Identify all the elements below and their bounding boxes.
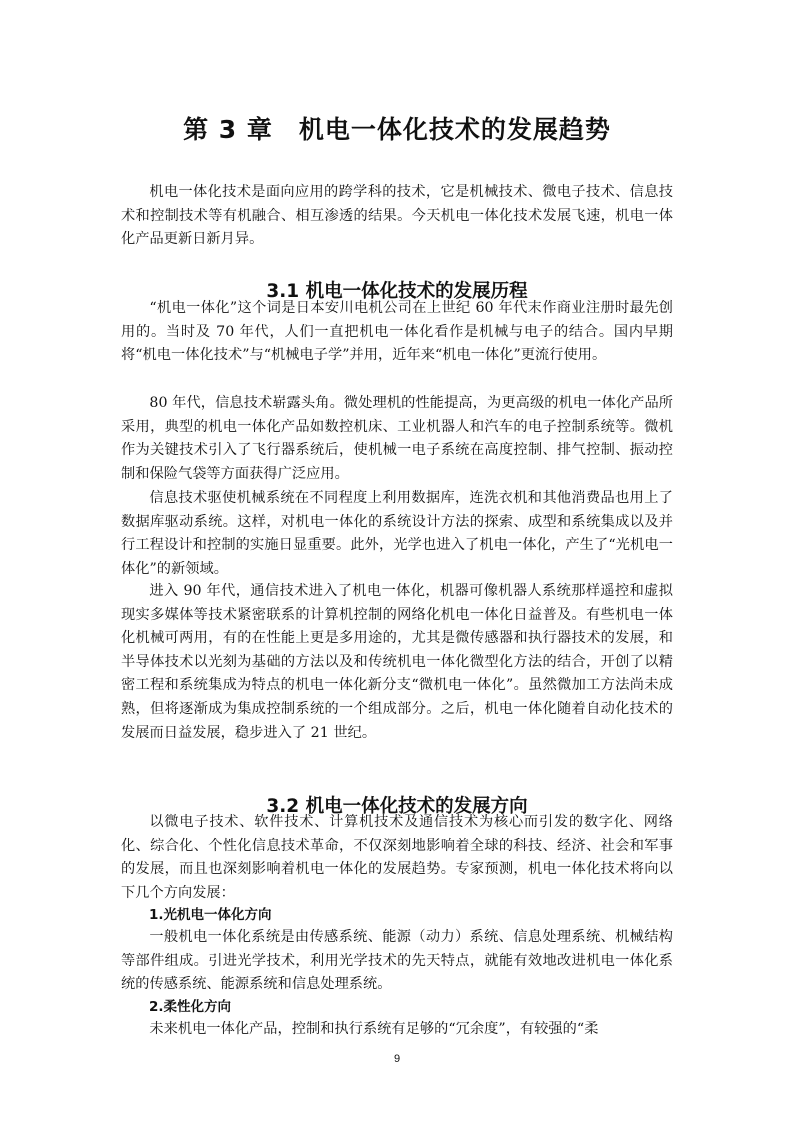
section1-paragraph-2: 80 年代，信息技术崭露头角。微处理机的性能提高，为更高级的机电一体化产品所采用，典型的机电一体化产品如数控机床、工业机器人和汽车的电子控制系统等。微机作为关键技术引入了飞行器系统后，使机械一电子系统在高度控制、排气控制、振动控制和保险气袋等方面获得广泛应用。 xyxy=(121,395,673,482)
subsection-text-flexible: 未来机电一体化产品，控制和执行系统有足够的“冗余度”，有较强的“柔 xyxy=(149,1021,599,1037)
subsection-text-optical: 一般机电一体化系统是由传感系统、能源（动力）系统、信息处理系统、机械结构等部件组成。引进光学技术，利用光学技术的先天特点，就能有效地改进机电一体化系统的传感系统、能源系统和信息处理系统。 xyxy=(121,929,673,993)
subsection-heading-optical: 1.光机电一体化方向 xyxy=(149,907,272,923)
intro-paragraph: 机电一体化技术是面向应用的跨学科的技术，它是机械技术、微电子技术、信息技术和控制技术等有机融合、相互渗透的结果。今天机电一体化技术发展飞速，机电一体化产品更新日新月异。 xyxy=(121,184,673,248)
section-title-3-1: 3.1 机电一体化技术的发展历程 xyxy=(266,281,528,302)
section1-paragraph-4: 进入 90 年代，通信技术进入了机电一体化，机器可像机器人系统那样遥控和虚拟现实多媒体等技术紧密联系的计算机控制的网络化机电一体化日益普及。有些机电一体化机械可两用，有的在性能上更是多用途的，尤其是微传感器和执行器技术的发展，和半导体技术以光刻为基础的方法以及和传统机电一体化微型化方法的结合，开创了以精密工程和系统集成为特点的机电一体化新分支“微机电一体化”。虽然微加工方法尚未成熟，但将逐渐成为集成控制系统的一个组成部分。之后，机电一体化随着自动化技术的发展而日益发展，稳步进入了 21 世纪。 xyxy=(121,583,673,741)
chapter-title: 第 3 章 机电一体化技术的发展趋势 xyxy=(183,115,611,144)
page-number: 9 xyxy=(393,1053,401,1065)
section1-paragraph-1: “机电一体化”这个词是日本安川电机公司在上世纪 60 年代末作商业注册时最先创用的。当时及 70 年代，人们一直把机电一体化看作是机械与电子的结合。国内早期将“机电一体化技术”与“机械电子学”并用，近年来“机电一体化”更流行使用。 xyxy=(121,300,673,364)
section-title-3-2: 3.2 机电一体化技术的发展方向 xyxy=(266,796,528,817)
subsection-heading-flexible: 2.柔性化方向 xyxy=(149,999,232,1015)
section2-intro-paragraph: 以微电子技术、软件技术、计算机技术及通信技术为核心而引发的数字化、网络化、综合化、个性化信息技术革命，不仅深刻地影响着全球的科技、经济、社会和军事的发展，而且也深刻影响着机电一体化的发展趋势。专家预测，机电一体化技术将向以下几个方向发展： xyxy=(121,814,673,901)
section1-paragraph-3: 信息技术驱使机械系统在不同程度上利用数据库，连洗衣机和其他消费品也用上了数据库驱动系统。这样，对机电一体化的系统设计方法的探索、成型和系统集成以及并行工程设计和控制的实施日显重要。此外，光学也进入了机电一体化，产生了“光机电一体化”的新领域。 xyxy=(121,490,673,577)
